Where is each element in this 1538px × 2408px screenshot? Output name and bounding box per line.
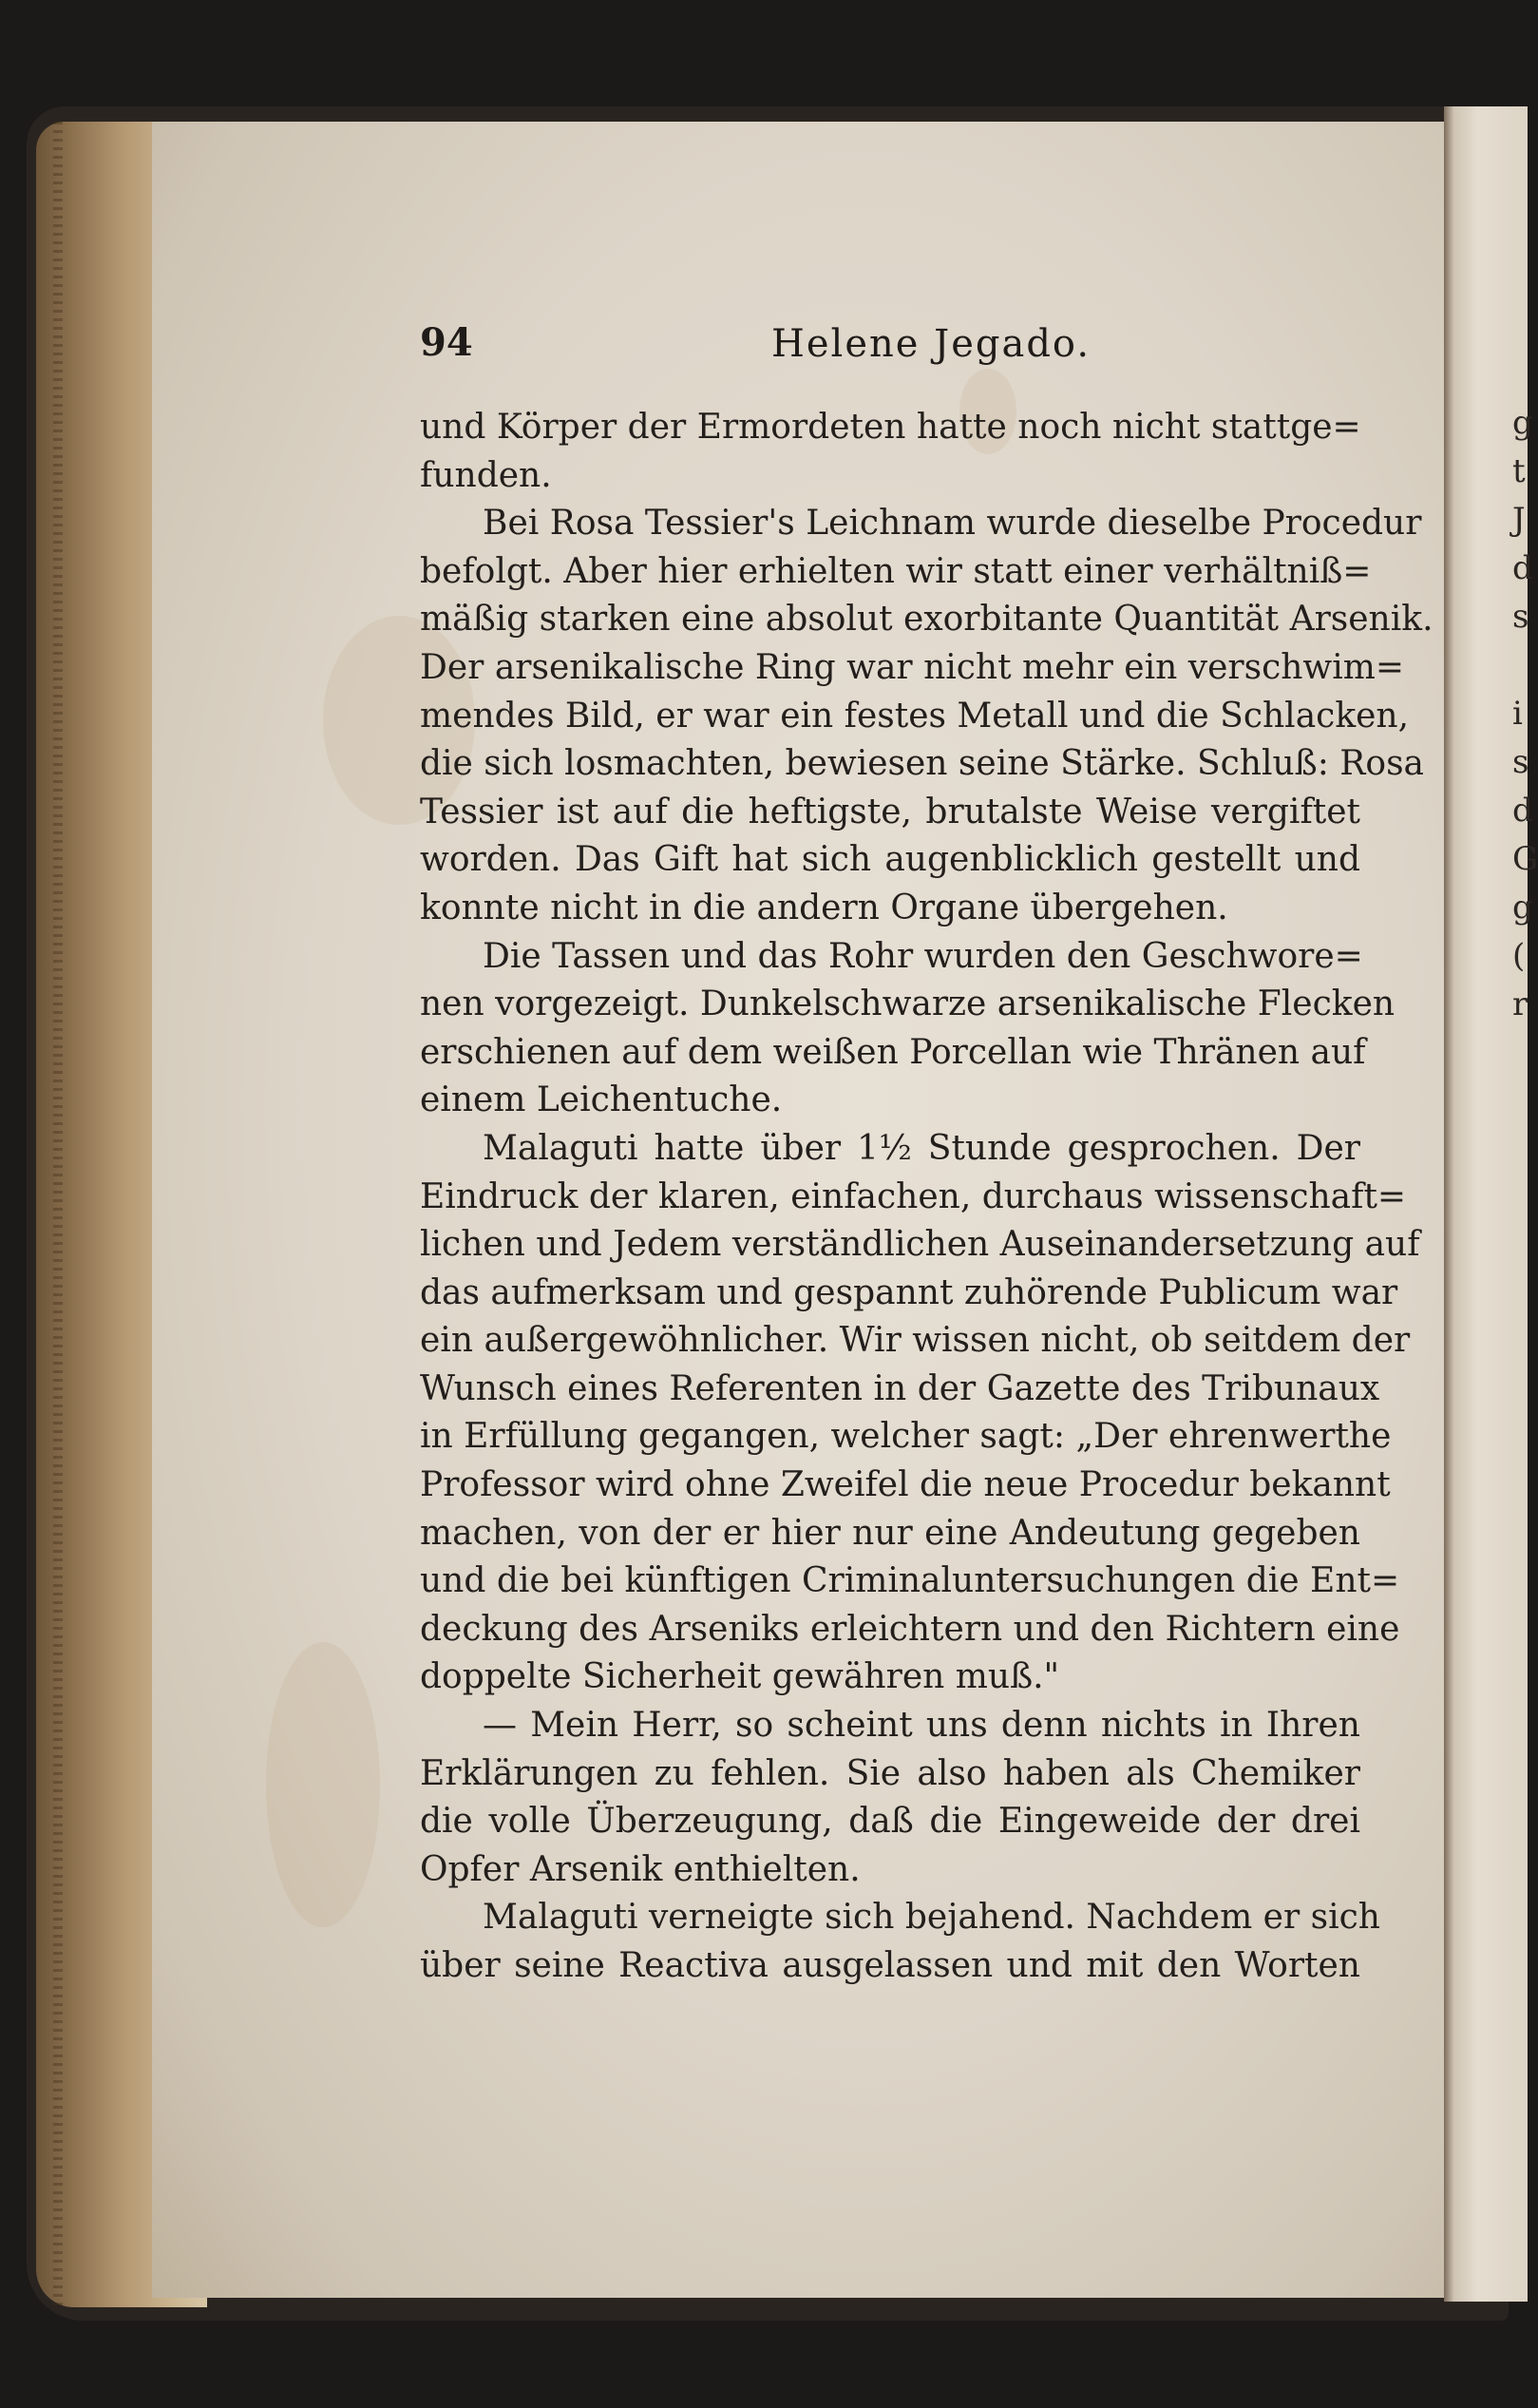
text-line: funden. xyxy=(420,455,552,495)
text-line: Erklärungen zu fehlen. Sie also haben als Chemiker xyxy=(420,1753,1360,1793)
facing-page-fragments xyxy=(1512,399,1538,1029)
text-line: in Erfüllung gegangen, welcher sagt: „Der ehrenwerthe xyxy=(420,1417,1392,1457)
fragment-line: s xyxy=(1512,743,1529,781)
fragment-line: g xyxy=(1512,889,1533,927)
text-line: die sich losmachten, bewiesen seine Stärke. Schluß: Rosa xyxy=(420,744,1425,784)
text-line: befolgt. Aber hier erhielten wir statt einer verhältniß= xyxy=(420,551,1372,591)
text-line: doppelte Sicherheit gewähren muß." xyxy=(420,1657,1060,1697)
fragment-line: t xyxy=(1512,452,1526,490)
text-line: konnte nicht in die andern Organe übergehen. xyxy=(420,888,1228,927)
text-line: Der arsenikalische Ring war nicht mehr ein verschwim= xyxy=(420,647,1405,687)
fragment-line: J xyxy=(1512,501,1526,539)
text-line: Malaguti hatte über 1½ Stunde gesprochen. Der xyxy=(483,1128,1360,1168)
text-line: worden. Das Gift hat sich augenblicklich gestellt und xyxy=(420,840,1360,880)
paper-stain xyxy=(266,1642,380,1927)
running-title: Helene Jegado. xyxy=(771,322,1092,366)
text-line: das aufmerksam und gespannt zuhörende Publicum war xyxy=(420,1272,1398,1312)
fragment-line: ( xyxy=(1512,937,1526,975)
text-line: deckung des Arseniks erleichtern und den Richtern eine xyxy=(420,1609,1400,1649)
fragment-line: r xyxy=(1512,985,1529,1023)
text-line: Professor wird ohne Zweifel die neue Procedur bekannt xyxy=(420,1465,1391,1505)
body-text xyxy=(420,404,1434,1991)
fragment-line: d xyxy=(1512,792,1533,830)
fragment-line: s xyxy=(1512,598,1529,636)
fragment-line: i xyxy=(1512,695,1523,733)
text-line: — Mein Herr, so scheint uns denn nichts in Ihren xyxy=(483,1706,1360,1746)
fragment-line xyxy=(1512,641,1538,690)
text-line: einem Leichentuche. xyxy=(420,1080,783,1120)
text-line: Tessier ist auf die heftigste, brutalste Weise vergiftet xyxy=(420,792,1360,831)
text-line: und die bei künftigen Criminaluntersuchungen die Ent= xyxy=(420,1561,1400,1601)
text-line: nen vorgezeigt. Dunkelschwarze arsenikalische Flecken xyxy=(420,984,1396,1024)
text-line: Bei Rosa Tessier's Leichnam wurde dieselbe Procedur xyxy=(483,504,1422,544)
text-line: Die Tassen und das Rohr wurden den Geschwore= xyxy=(483,936,1363,976)
text-line: Wunsch eines Referenten in der Gazette des Tribunaux xyxy=(420,1368,1380,1408)
fragment-line: g xyxy=(1512,404,1533,442)
text-line: erschienen auf dem weißen Porcellan wie Thränen auf xyxy=(420,1032,1366,1072)
fragment-line: d xyxy=(1512,549,1533,587)
page-number: 94 xyxy=(420,320,473,365)
text-line: Malaguti verneigte sich bejahend. Nachdem er sich xyxy=(483,1898,1380,1938)
text-line: und Körper der Ermordeten hatte noch nicht stattge= xyxy=(420,408,1361,447)
text-line: mendes Bild, er war ein festes Metall und die Schlacken, xyxy=(420,696,1410,736)
text-line: Opfer Arsenik enthielten. xyxy=(420,1849,861,1889)
text-line: machen, von der er hier nur eine Andeutung gegeben xyxy=(420,1513,1360,1553)
text-line: ein außergewöhnlicher. Wir wissen nicht, ob seitdem der xyxy=(420,1321,1411,1361)
text-line: lichen und Jedem verständlichen Auseinandersetzung auf xyxy=(420,1225,1420,1265)
text-line: mäßig starken eine absolut exorbitante Quantität Arsenik. xyxy=(420,600,1434,640)
page-header xyxy=(420,320,1360,368)
text-line: über seine Reactiva ausgelassen und mit den Worten xyxy=(420,1946,1360,1985)
text-line: Eindruck der klaren, einfachen, durchaus wissenschaft= xyxy=(420,1176,1407,1216)
text-line: die volle Überzeugung, daß die Eingeweide der drei xyxy=(420,1802,1360,1842)
fragment-line: G xyxy=(1512,840,1538,878)
